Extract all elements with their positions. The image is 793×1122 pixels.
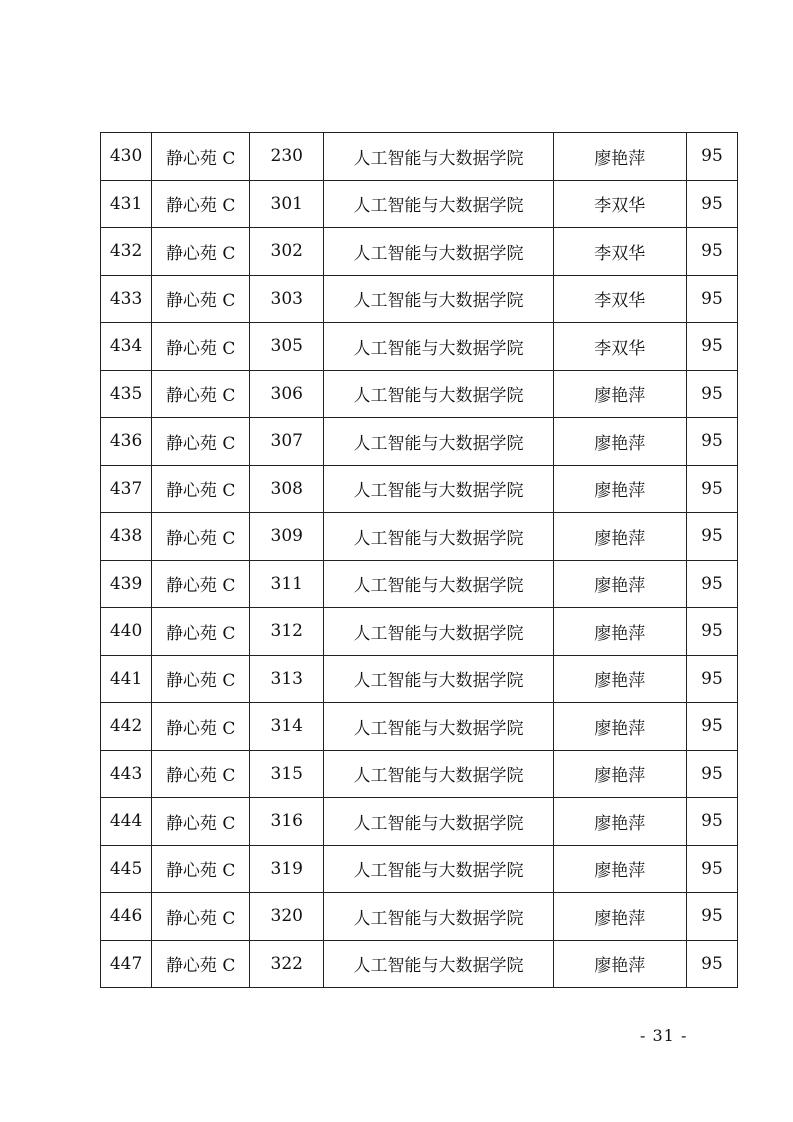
college-cell: 人工智能与大数据学院 bbox=[324, 940, 553, 988]
inspector-name-cell: 李双华 bbox=[553, 323, 686, 371]
table-row bbox=[101, 845, 738, 893]
inspector-name-cell: 廖艳萍 bbox=[553, 513, 686, 561]
building-cell: 静心苑 C bbox=[152, 750, 250, 798]
room-number-cell: 314 bbox=[250, 703, 324, 751]
building-cell: 静心苑 C bbox=[152, 180, 250, 228]
score-cell: 95 bbox=[686, 133, 737, 181]
table-row bbox=[101, 655, 738, 703]
table-row bbox=[101, 798, 738, 846]
building-cell: 静心苑 C bbox=[152, 893, 250, 941]
score-cell: 95 bbox=[686, 513, 737, 561]
building-cell: 静心苑 C bbox=[152, 275, 250, 323]
building-cell: 静心苑 C bbox=[152, 228, 250, 276]
row-number-cell: 440 bbox=[101, 608, 152, 656]
score-cell: 95 bbox=[686, 418, 737, 466]
inspector-name-cell: 廖艳萍 bbox=[553, 845, 686, 893]
score-cell: 95 bbox=[686, 228, 737, 276]
building-cell: 静心苑 C bbox=[152, 133, 250, 181]
college-cell: 人工智能与大数据学院 bbox=[324, 655, 553, 703]
college-cell: 人工智能与大数据学院 bbox=[324, 703, 553, 751]
inspector-name-cell: 李双华 bbox=[553, 180, 686, 228]
inspector-name-cell: 廖艳萍 bbox=[553, 465, 686, 513]
college-cell: 人工智能与大数据学院 bbox=[324, 228, 553, 276]
inspector-name-cell: 廖艳萍 bbox=[553, 418, 686, 466]
room-number-cell: 303 bbox=[250, 275, 324, 323]
room-number-cell: 302 bbox=[250, 228, 324, 276]
building-cell: 静心苑 C bbox=[152, 703, 250, 751]
room-number-cell: 230 bbox=[250, 133, 324, 181]
row-number-cell: 433 bbox=[101, 275, 152, 323]
row-number-cell: 438 bbox=[101, 513, 152, 561]
room-number-cell: 305 bbox=[250, 323, 324, 371]
college-cell: 人工智能与大数据学院 bbox=[324, 750, 553, 798]
row-number-cell: 447 bbox=[101, 940, 152, 988]
room-number-cell: 308 bbox=[250, 465, 324, 513]
table-row bbox=[101, 940, 738, 988]
score-cell: 95 bbox=[686, 703, 737, 751]
table-row bbox=[101, 370, 738, 418]
table-row bbox=[101, 513, 738, 561]
room-number-cell: 313 bbox=[250, 655, 324, 703]
dormitory-score-table bbox=[100, 132, 738, 988]
building-cell: 静心苑 C bbox=[152, 798, 250, 846]
college-cell: 人工智能与大数据学院 bbox=[324, 465, 553, 513]
score-cell: 95 bbox=[686, 940, 737, 988]
college-cell: 人工智能与大数据学院 bbox=[324, 893, 553, 941]
building-cell: 静心苑 C bbox=[152, 418, 250, 466]
inspector-name-cell: 廖艳萍 bbox=[553, 655, 686, 703]
building-cell: 静心苑 C bbox=[152, 323, 250, 371]
inspector-name-cell: 廖艳萍 bbox=[553, 750, 686, 798]
score-cell: 95 bbox=[686, 750, 737, 798]
inspector-name-cell: 廖艳萍 bbox=[553, 608, 686, 656]
room-number-cell: 307 bbox=[250, 418, 324, 466]
row-number-cell: 443 bbox=[101, 750, 152, 798]
room-number-cell: 319 bbox=[250, 845, 324, 893]
inspector-name-cell: 李双华 bbox=[553, 275, 686, 323]
row-number-cell: 434 bbox=[101, 323, 152, 371]
college-cell: 人工智能与大数据学院 bbox=[324, 608, 553, 656]
inspector-name-cell: 廖艳萍 bbox=[553, 893, 686, 941]
score-cell: 95 bbox=[686, 560, 737, 608]
row-number-cell: 437 bbox=[101, 465, 152, 513]
room-number-cell: 309 bbox=[250, 513, 324, 561]
table-row bbox=[101, 180, 738, 228]
row-number-cell: 430 bbox=[101, 133, 152, 181]
table-row bbox=[101, 275, 738, 323]
score-cell: 95 bbox=[686, 180, 737, 228]
building-cell: 静心苑 C bbox=[152, 465, 250, 513]
score-cell: 95 bbox=[686, 608, 737, 656]
college-cell: 人工智能与大数据学院 bbox=[324, 275, 553, 323]
row-number-cell: 442 bbox=[101, 703, 152, 751]
table-row bbox=[101, 608, 738, 656]
table-row bbox=[101, 560, 738, 608]
building-cell: 静心苑 C bbox=[152, 370, 250, 418]
page-number: - 31 - bbox=[640, 1026, 688, 1045]
score-cell: 95 bbox=[686, 845, 737, 893]
score-cell: 95 bbox=[686, 465, 737, 513]
score-cell: 95 bbox=[686, 370, 737, 418]
row-number-cell: 446 bbox=[101, 893, 152, 941]
score-cell: 95 bbox=[686, 655, 737, 703]
room-number-cell: 301 bbox=[250, 180, 324, 228]
row-number-cell: 431 bbox=[101, 180, 152, 228]
inspector-name-cell: 廖艳萍 bbox=[553, 798, 686, 846]
building-cell: 静心苑 C bbox=[152, 608, 250, 656]
room-number-cell: 315 bbox=[250, 750, 324, 798]
inspector-name-cell: 廖艳萍 bbox=[553, 370, 686, 418]
table-row bbox=[101, 465, 738, 513]
room-number-cell: 320 bbox=[250, 893, 324, 941]
college-cell: 人工智能与大数据学院 bbox=[324, 370, 553, 418]
row-number-cell: 432 bbox=[101, 228, 152, 276]
building-cell: 静心苑 C bbox=[152, 560, 250, 608]
building-cell: 静心苑 C bbox=[152, 513, 250, 561]
table-row bbox=[101, 893, 738, 941]
table-row bbox=[101, 323, 738, 371]
college-cell: 人工智能与大数据学院 bbox=[324, 418, 553, 466]
score-cell: 95 bbox=[686, 798, 737, 846]
row-number-cell: 435 bbox=[101, 370, 152, 418]
building-cell: 静心苑 C bbox=[152, 845, 250, 893]
table-row bbox=[101, 418, 738, 466]
table-row bbox=[101, 228, 738, 276]
building-cell: 静心苑 C bbox=[152, 655, 250, 703]
table-row bbox=[101, 750, 738, 798]
inspector-name-cell: 廖艳萍 bbox=[553, 560, 686, 608]
row-number-cell: 436 bbox=[101, 418, 152, 466]
college-cell: 人工智能与大数据学院 bbox=[324, 180, 553, 228]
inspector-name-cell: 廖艳萍 bbox=[553, 703, 686, 751]
college-cell: 人工智能与大数据学院 bbox=[324, 798, 553, 846]
college-cell: 人工智能与大数据学院 bbox=[324, 845, 553, 893]
table-body bbox=[101, 133, 738, 988]
room-number-cell: 316 bbox=[250, 798, 324, 846]
college-cell: 人工智能与大数据学院 bbox=[324, 560, 553, 608]
building-cell: 静心苑 C bbox=[152, 940, 250, 988]
college-cell: 人工智能与大数据学院 bbox=[324, 133, 553, 181]
inspector-name-cell: 廖艳萍 bbox=[553, 940, 686, 988]
inspector-name-cell: 李双华 bbox=[553, 228, 686, 276]
table-row bbox=[101, 703, 738, 751]
row-number-cell: 439 bbox=[101, 560, 152, 608]
room-number-cell: 322 bbox=[250, 940, 324, 988]
table-row bbox=[101, 133, 738, 181]
score-cell: 95 bbox=[686, 323, 737, 371]
row-number-cell: 441 bbox=[101, 655, 152, 703]
room-number-cell: 312 bbox=[250, 608, 324, 656]
score-cell: 95 bbox=[686, 893, 737, 941]
row-number-cell: 444 bbox=[101, 798, 152, 846]
row-number-cell: 445 bbox=[101, 845, 152, 893]
room-number-cell: 306 bbox=[250, 370, 324, 418]
score-cell: 95 bbox=[686, 275, 737, 323]
inspector-name-cell: 廖艳萍 bbox=[553, 133, 686, 181]
room-number-cell: 311 bbox=[250, 560, 324, 608]
college-cell: 人工智能与大数据学院 bbox=[324, 323, 553, 371]
college-cell: 人工智能与大数据学院 bbox=[324, 513, 553, 561]
